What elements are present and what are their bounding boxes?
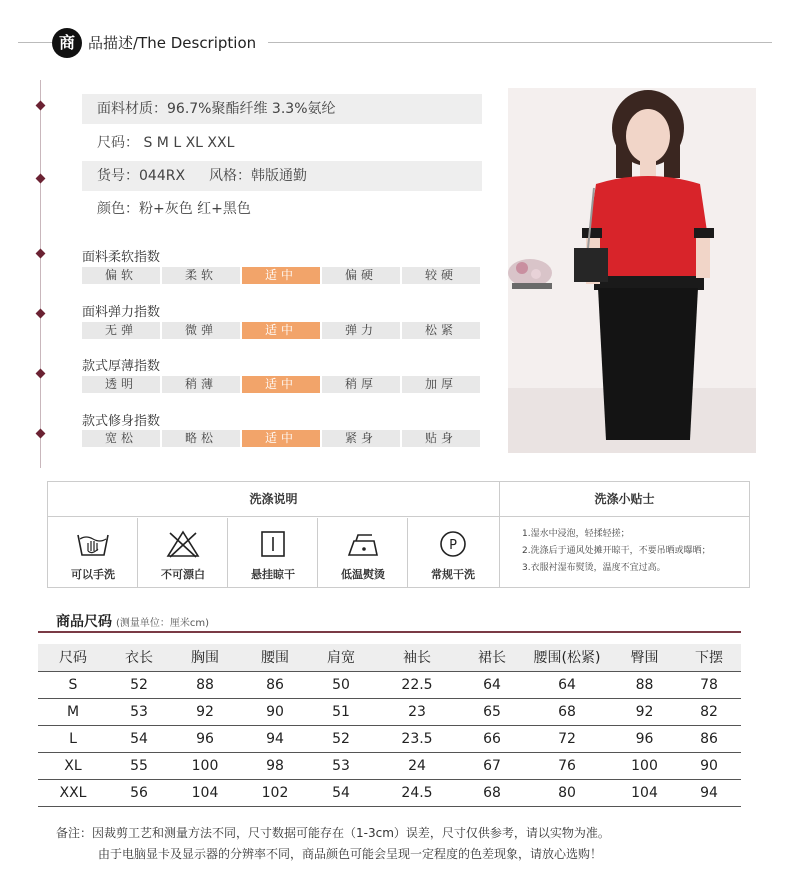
index-option-selected: 适中 <box>242 430 322 447</box>
index-title: 款式修身指数 <box>82 414 161 429</box>
index-option: 偏软 <box>82 267 162 284</box>
size-cell: 104 <box>191 784 219 801</box>
index-option: 紧身 <box>322 430 402 447</box>
table-row <box>38 698 741 725</box>
decorative-diamond <box>36 429 46 439</box>
size-cell: 96 <box>635 730 654 747</box>
size-cell: 68 <box>483 784 501 801</box>
index-option-selected: 适中 <box>242 322 322 339</box>
wash-item-label: 常规干洗 <box>431 568 475 581</box>
section-title: 品描述/The Description <box>88 34 257 52</box>
size-cell: 23 <box>408 703 426 720</box>
size-cell: 23.5 <box>401 730 433 747</box>
wash-item-no-bleach <box>138 518 228 587</box>
wash-item-dry-clean <box>408 518 498 587</box>
note-line-1: 备注：因裁剪工艺和测量方法不同，尺寸数据可能存在（1-3cm）误差，尺寸仅供参考，请以实物为准。 <box>56 826 610 840</box>
product-photo <box>508 88 756 453</box>
col-header: 肩宽 <box>327 650 355 667</box>
size-cell: 53 <box>130 703 148 720</box>
no-bleach-icon <box>166 529 200 559</box>
index-option: 弹力 <box>322 322 402 339</box>
wash-item-label: 悬挂晾干 <box>251 568 295 581</box>
size-cell: 55 <box>130 757 148 774</box>
attr-material: 面料材质：96.7%聚酯纤维 3.3%氨纶 <box>82 94 482 124</box>
size-cell: 54 <box>332 784 350 801</box>
wash-item-label: 低温熨烫 <box>341 568 385 581</box>
index-option-selected: 适中 <box>242 376 322 393</box>
index-option: 贴身 <box>402 430 482 447</box>
header-badge: 商 <box>52 28 82 58</box>
size-cell: 54 <box>130 730 148 747</box>
size-chart-divider <box>38 631 741 633</box>
size-cell: 52 <box>130 676 148 693</box>
index-option: 宽松 <box>82 430 162 447</box>
size-cell: 94 <box>266 730 284 747</box>
size-cell: 88 <box>635 676 654 693</box>
wash-item-low-iron <box>318 518 408 587</box>
size-cell: 98 <box>266 757 284 774</box>
index-scale <box>82 322 482 339</box>
svg-text:P: P <box>449 538 457 553</box>
size-cell: 24.5 <box>401 784 433 801</box>
size-cell: 100 <box>191 757 219 774</box>
table-row <box>38 671 741 698</box>
size-cell: 100 <box>631 757 658 774</box>
size-cell: 67 <box>483 757 501 774</box>
index-option: 略松 <box>162 430 242 447</box>
hand-wash-icon <box>76 529 110 559</box>
attr-code-style <box>82 161 482 191</box>
size-cell: XXL <box>59 784 87 801</box>
size-cell: 96 <box>196 730 214 747</box>
size-chart-title <box>56 611 209 631</box>
size-cell: 64 <box>558 676 576 693</box>
index-option: 松紧 <box>402 322 482 339</box>
washing-tip: 1.湿水中浸泡，轻揉轻搓； <box>522 529 630 539</box>
size-cell: 90 <box>700 757 718 774</box>
size-cell: 53 <box>332 757 350 774</box>
index-scale <box>82 430 482 447</box>
low-iron-icon <box>346 529 380 559</box>
index-option: 较硬 <box>402 267 482 284</box>
col-header: 下摆 <box>695 650 723 667</box>
wash-item-hand-wash <box>48 518 138 587</box>
decorative-diamond <box>36 369 46 379</box>
size-cell: 80 <box>558 784 576 801</box>
size-cell: 76 <box>558 757 576 774</box>
decorative-diamond <box>36 174 46 184</box>
decorative-diamond <box>36 309 46 319</box>
attr-code: 货号：044RX <box>97 168 186 184</box>
washing-tips <box>522 526 750 577</box>
attr-color: 颜色：粉+灰色 红+黑色 <box>97 201 251 217</box>
size-cell: 94 <box>700 784 718 801</box>
table-row <box>38 779 741 806</box>
decorative-diamond <box>36 101 46 111</box>
decorative-diamond <box>36 249 46 259</box>
size-cell: 68 <box>558 703 576 720</box>
dry-clean-icon <box>436 529 470 559</box>
table-row <box>38 752 741 779</box>
size-cell: 102 <box>261 784 289 801</box>
index-option: 加厚 <box>402 376 482 393</box>
header-divider-right <box>268 42 772 43</box>
col-header: 衣长 <box>125 650 153 667</box>
size-cell: 52 <box>332 730 350 747</box>
size-cell: 82 <box>700 703 718 720</box>
attr-sizes: 尺码： S M L XL XXL <box>97 135 235 151</box>
index-option: 无弹 <box>82 322 162 339</box>
washing-tip: 2.洗涤后于通风处摊开晾干，不要吊晒或曝晒； <box>522 546 711 556</box>
washing-divider <box>499 482 500 587</box>
index-option: 偏硬 <box>322 267 402 284</box>
index-option: 稍厚 <box>322 376 402 393</box>
size-cell: 65 <box>483 703 501 720</box>
model-illustration <box>508 88 756 453</box>
size-cell: 66 <box>483 730 501 747</box>
index-option: 微弹 <box>162 322 242 339</box>
decorative-vertical-line <box>40 80 41 468</box>
index-title: 款式厚薄指数 <box>82 359 161 374</box>
col-header: 臀围 <box>630 650 659 667</box>
size-cell: 22.5 <box>401 676 433 693</box>
index-option: 柔软 <box>162 267 242 284</box>
size-cell: 64 <box>483 676 501 693</box>
size-cell: L <box>69 730 77 747</box>
size-cell: 88 <box>196 676 214 693</box>
wash-item-hang-dry <box>228 518 318 587</box>
table-row <box>38 725 741 752</box>
col-header: 裙长 <box>478 650 506 667</box>
note-line-2: 由于电脑显卡及显示器的分辨率不同，商品颜色可能会呈现一定程度的色差现象，请放心选购！ <box>98 847 603 861</box>
size-cell: 50 <box>332 676 350 693</box>
size-chart-title-text: 商品尺码 <box>56 614 112 630</box>
col-header: 尺码 <box>59 650 87 667</box>
col-header: 腰围 <box>261 650 289 667</box>
index-option: 稍薄 <box>162 376 242 393</box>
washing-panel <box>47 481 750 588</box>
size-cell: 86 <box>700 730 718 747</box>
size-chart-unit: (测量单位：厘米cm) <box>116 618 210 629</box>
washing-header-right: 洗涤小贴士 <box>594 492 655 506</box>
index-scale <box>82 267 482 284</box>
index-option-selected: 适中 <box>242 267 322 284</box>
col-header: 袖长 <box>403 650 431 667</box>
hang-dry-icon <box>256 529 290 559</box>
col-header: 胸围 <box>191 650 219 667</box>
size-cell: 72 <box>558 730 576 747</box>
wash-item-label: 可以手洗 <box>71 568 115 581</box>
size-cell: 86 <box>266 676 284 693</box>
attr-style: 风格：韩版通勤 <box>209 168 308 184</box>
index-title: 面料弹力指数 <box>82 305 161 320</box>
size-table-header <box>38 644 741 671</box>
size-cell: M <box>66 703 80 720</box>
size-cell: XL <box>64 757 82 774</box>
index-option: 透明 <box>82 376 162 393</box>
wash-item-label: 不可漂白 <box>161 568 205 581</box>
washing-header-left: 洗涤说明 <box>249 492 298 506</box>
index-title: 面料柔软指数 <box>82 250 161 265</box>
header-divider-left <box>18 42 52 43</box>
size-cell: 24 <box>408 757 426 774</box>
size-cell: S <box>68 676 78 693</box>
size-cell: 104 <box>631 784 658 801</box>
index-scale <box>82 376 482 393</box>
size-cell: 90 <box>266 703 284 720</box>
size-cell: 92 <box>635 703 654 720</box>
size-cell: 51 <box>332 703 350 720</box>
size-cell: 56 <box>130 784 148 801</box>
washing-tip: 3.衣服衬湿布熨烫，温度不宜过高。 <box>522 563 666 573</box>
size-cell: 92 <box>196 703 214 720</box>
size-table <box>38 644 741 807</box>
col-header: 腰围(松紧) <box>533 650 601 667</box>
size-cell: 78 <box>700 676 718 693</box>
